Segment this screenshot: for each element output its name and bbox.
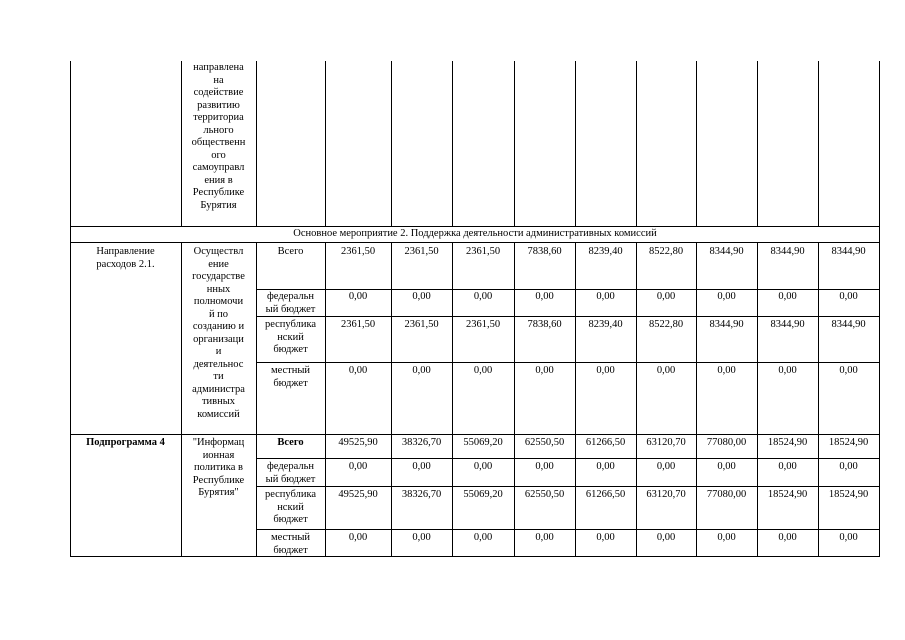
row-line-s2 xyxy=(256,486,880,487)
value-cell: 55069,20 xyxy=(463,489,503,500)
budget-label xyxy=(256,461,325,486)
value-cell: 0,00 xyxy=(473,461,493,472)
budget-label-line: ый бюджет xyxy=(265,473,316,485)
table-border-left xyxy=(70,61,71,556)
value-cell: 18524,90 xyxy=(767,437,808,448)
budget-label-line: бюджет xyxy=(273,514,308,525)
value-cell: 8344,90 xyxy=(770,246,805,257)
budget-label-line: местный xyxy=(270,365,311,376)
col-sep-2a xyxy=(256,61,257,226)
top-desc-line: развитию xyxy=(197,99,240,111)
value-cell: 61266,50 xyxy=(585,437,626,448)
value-cell: 0,00 xyxy=(348,461,368,472)
value-cell: 0,00 xyxy=(535,532,554,543)
direction-desc-line: ение xyxy=(208,258,229,270)
value-cell: 0,00 xyxy=(473,291,493,302)
budget-label-line: нский xyxy=(277,501,304,513)
direction-desc-line: администра xyxy=(192,383,245,395)
budget-label xyxy=(256,291,325,316)
top-desc-line: ого xyxy=(211,149,226,161)
value-cell: 0,00 xyxy=(412,532,431,543)
value-cell: 38326,70 xyxy=(401,489,442,500)
value-cell: 8344,90 xyxy=(770,319,805,330)
value-cell: 0,00 xyxy=(656,291,676,302)
value-cell: 0,00 xyxy=(596,461,615,472)
col-sep-4a xyxy=(391,61,392,226)
subprogram-description xyxy=(181,437,256,500)
top-desc-line: территориа xyxy=(193,112,244,123)
row-line-direction-end xyxy=(70,434,880,435)
budget-label-line: ый бюджет xyxy=(265,303,316,315)
budget-label xyxy=(256,246,325,259)
value-cell: 18524,90 xyxy=(828,489,869,500)
value-cell: 61266,50 xyxy=(585,489,626,500)
row-line-d2 xyxy=(256,316,880,317)
value-cell: 0,00 xyxy=(717,365,736,376)
value-cell: 8522,80 xyxy=(648,246,684,257)
value-cell: 0,00 xyxy=(656,461,676,472)
value-cell: 38326,70 xyxy=(401,437,442,448)
col-sep-6a xyxy=(514,61,515,226)
value-cell: 0,00 xyxy=(596,365,615,376)
top-desc-line: самоуправл xyxy=(192,162,245,173)
direction-desc-line: комиссий xyxy=(197,408,240,420)
value-cell: 2361,50 xyxy=(465,246,501,257)
value-cell: 8522,80 xyxy=(648,319,684,330)
value-cell: 2361,50 xyxy=(404,246,439,257)
row-line-top-end xyxy=(70,226,880,227)
value-cell: 0,00 xyxy=(839,365,858,376)
value-cell: 8239,40 xyxy=(588,246,623,257)
budget-label-line: федеральн xyxy=(267,291,314,302)
subprogram-desc-line: ионная xyxy=(202,449,235,461)
value-cell: 2361,50 xyxy=(404,319,439,330)
value-cell: 8344,90 xyxy=(709,319,744,330)
direction-desc-line: организаци xyxy=(193,333,244,345)
direction-desc-line: полномочи xyxy=(193,296,244,307)
direction-desc-line: деятельнос xyxy=(193,358,244,370)
value-cell: 0,00 xyxy=(348,365,368,376)
col-sep-5a xyxy=(452,61,453,226)
value-cell: 62550,50 xyxy=(524,489,565,500)
budget-label xyxy=(256,532,325,557)
value-cell: 0,00 xyxy=(656,532,676,543)
row-line-s3 xyxy=(256,529,880,530)
top-description-text xyxy=(181,62,256,212)
budget-label-line: Всего xyxy=(277,246,304,257)
value-cell: 0,00 xyxy=(778,532,797,543)
col-sep-8a xyxy=(636,61,637,226)
direction-desc-line: государстве xyxy=(192,271,245,282)
value-cell: 0,00 xyxy=(778,365,797,376)
value-cell: 0,00 xyxy=(473,532,493,543)
col-sep-10a xyxy=(757,61,758,226)
value-cell: 8344,90 xyxy=(831,319,866,330)
subprogram-desc-line: "Информац xyxy=(192,437,245,448)
value-cell: 7838,60 xyxy=(527,246,562,257)
budget-label-line: республика xyxy=(264,319,317,330)
value-cell: 8344,90 xyxy=(709,246,744,257)
subprogram-desc-line: Бурятия" xyxy=(198,487,239,498)
direction-name xyxy=(70,246,181,271)
budget-label xyxy=(256,437,325,450)
direction-desc-line: Осуществл xyxy=(193,246,244,257)
value-cell: 0,00 xyxy=(656,365,676,376)
value-cell: 0,00 xyxy=(839,532,858,543)
row-line-d3 xyxy=(256,362,880,363)
col-sep-3a xyxy=(325,61,326,226)
direction-desc-line: нных xyxy=(206,283,231,295)
value-cell: 77080,00 xyxy=(706,437,747,448)
col-sep-7a xyxy=(575,61,576,226)
value-cell: 2361,50 xyxy=(465,319,501,330)
budget-label xyxy=(256,319,325,357)
value-cell: 0,00 xyxy=(412,365,431,376)
col-sep-11a xyxy=(818,61,819,226)
value-cell: 49525,90 xyxy=(338,489,378,500)
value-cell: 0,00 xyxy=(535,461,554,472)
subprogram-name: Подпрограмма 4 xyxy=(86,437,165,448)
budget-label-line: бюджет xyxy=(273,544,308,556)
budget-label xyxy=(256,365,325,390)
value-cell: 77080,00 xyxy=(706,489,747,500)
row-line-table-bottom xyxy=(70,556,880,557)
value-cell: 0,00 xyxy=(596,291,615,302)
value-cell: 0,00 xyxy=(778,461,797,472)
value-cell: 8239,40 xyxy=(588,319,623,330)
value-cell: 0,00 xyxy=(348,532,368,543)
value-cell: 0,00 xyxy=(535,365,554,376)
value-cell: 0,00 xyxy=(717,291,736,302)
direction-name-line: Направление xyxy=(96,246,155,257)
value-cell: 18524,90 xyxy=(767,489,808,500)
col-sep-9a xyxy=(696,61,697,226)
budget-label-line: нский xyxy=(277,331,304,343)
direction-desc-line: и xyxy=(215,346,222,357)
direction-desc-line: тивных xyxy=(201,396,236,407)
value-cell: 0,00 xyxy=(348,291,368,302)
value-cell: 0,00 xyxy=(412,291,431,302)
value-cell: 0,00 xyxy=(717,532,736,543)
value-cell: 63120,70 xyxy=(646,489,686,500)
subprogram-desc-line: Республике xyxy=(192,474,245,486)
budget-label-line: бюджет xyxy=(273,377,308,389)
direction-name-line: расходов 2.1. xyxy=(96,258,155,270)
value-cell: 2361,50 xyxy=(340,319,376,330)
value-cell: 18524,90 xyxy=(828,437,869,448)
value-cell: 0,00 xyxy=(839,461,858,472)
top-desc-line: льного xyxy=(203,124,234,136)
value-cell: 63120,70 xyxy=(646,437,686,448)
budget-label-line: республика xyxy=(264,489,317,500)
section-header: Основное мероприятие 2. Поддержка деятельности административных комиссий xyxy=(293,228,657,239)
value-cell: 0,00 xyxy=(778,291,797,302)
direction-desc-line: ти xyxy=(213,371,224,382)
value-cell: 0,00 xyxy=(535,291,554,302)
top-desc-line: Республике xyxy=(192,187,245,198)
direction-desc-line: созданию и xyxy=(192,321,245,332)
value-cell: 0,00 xyxy=(473,365,493,376)
row-line-section-end xyxy=(70,242,880,243)
subprogram-desc-line: политика в xyxy=(194,462,243,473)
value-cell: 62550,50 xyxy=(524,437,565,448)
value-cell: 0,00 xyxy=(839,291,858,302)
top-desc-line: на xyxy=(213,74,224,86)
direction-desc-line: й по xyxy=(208,308,229,320)
value-cell: 49525,90 xyxy=(338,437,378,448)
budget-label-line: бюджет xyxy=(273,344,308,355)
top-desc-line: направлена xyxy=(193,62,244,73)
value-cell: 0,00 xyxy=(717,461,736,472)
value-cell: 0,00 xyxy=(412,461,431,472)
budget-label-line: Всего xyxy=(277,437,304,448)
top-desc-line: Бурятия xyxy=(200,199,237,211)
budget-label-line: федеральн xyxy=(267,461,314,472)
value-cell: 7838,60 xyxy=(527,319,562,330)
value-cell: 55069,20 xyxy=(463,437,503,448)
table-border-right xyxy=(879,61,880,556)
budget-label xyxy=(256,489,325,527)
top-desc-line: ения в xyxy=(204,174,233,186)
direction-description xyxy=(181,246,256,421)
top-desc-line: общественн xyxy=(191,137,246,148)
value-cell: 0,00 xyxy=(596,532,615,543)
row-line-d1 xyxy=(256,289,880,290)
budget-label-line: местный xyxy=(270,532,311,543)
top-desc-line: содействие xyxy=(193,87,244,98)
row-line-s1 xyxy=(256,458,880,459)
value-cell: 8344,90 xyxy=(831,246,866,257)
value-cell: 2361,50 xyxy=(340,246,376,257)
